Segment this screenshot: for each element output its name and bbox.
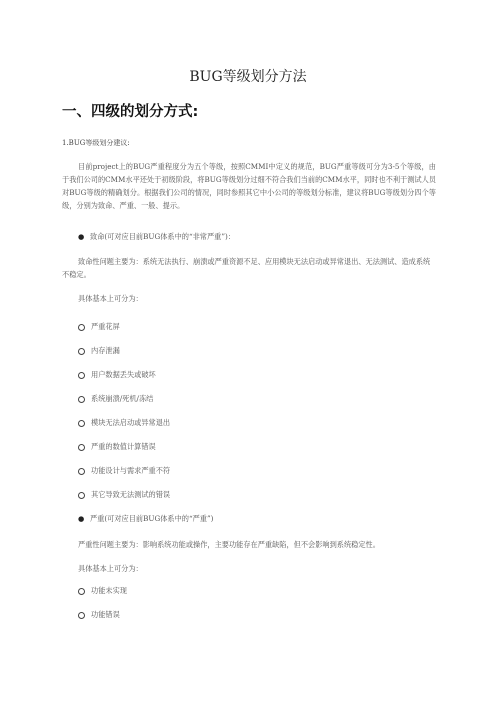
fatal-item: 内存泄漏 [78,346,120,356]
bullet-icon: ● [78,232,85,241]
fatal-item: 严重花屏 [78,322,120,332]
document-title: BUG等级划分方法 [189,69,307,85]
fatal-label-text: 致命(可对应目前BUG体系中的“非常严重”)： [90,232,236,241]
circle-icon [78,588,85,595]
fatal-list-intro: 具体基本上可分为： [78,294,143,303]
circle-icon [78,324,85,331]
fatal-description: 致命性问题主要为：系统无法执行、崩溃或严重资源不足、应用模块无法启动或异常退出、无法测试、造成系统不稳定。 [62,257,431,279]
circle-icon [78,420,85,427]
fatal-item: 严重的数值计算错误 [78,442,156,452]
serious-list-intro: 具体基本上可分为： [78,564,143,573]
intro-paragraph: 目前project上的BUG严重程度分为五个等级，按照CMMI中定义的规范，BUG严重等级可分为3-5个等级，由于我们公司的CMM水平还处于初级阶段，将BUG等级划分过细不符合我们当前的CMM水平，同时也不利于测试人员对BUG等级的精确划分。根据我们公司的情况，同时参照其它中小公司的等级划分标准，建议将BUG等级划分四个等级，分别为致命、严重、一般、提示。 [62,162,436,210]
circle-icon [78,444,85,451]
fatal-item: 其它导致无法测试的错误 [78,490,170,500]
subheading: 1.BUG等级划分建议: [62,139,130,147]
circle-icon [78,612,85,619]
circle-icon [78,372,85,379]
fatal-item: 用户数据丢失或破坏 [78,370,156,380]
circle-icon [78,396,85,403]
serious-label [78,514,213,524]
serious-description: 严重性问题主要为：影响系统功能或操作，主要功能存在严重缺陷，但不会影响到系统稳定性。 [78,540,380,549]
fatal-item: 系统崩溃/死机/冻结 [78,394,153,404]
serious-item: 功能错误 [78,610,120,620]
serious-label-text: 严重(可对应目前BUG体系中的“严重”) [90,514,214,523]
bullet-icon: ● [78,514,85,523]
section-heading: 一、四级的划分方式: [62,104,199,120]
circle-icon [78,492,85,499]
fatal-item: 模块无法启动或异常退出 [78,418,170,428]
fatal-label [78,232,235,242]
circle-icon [78,348,85,355]
serious-item: 功能未实现 [78,586,127,596]
circle-icon [78,468,85,475]
fatal-item: 功能设计与需求严重不符 [78,466,170,476]
